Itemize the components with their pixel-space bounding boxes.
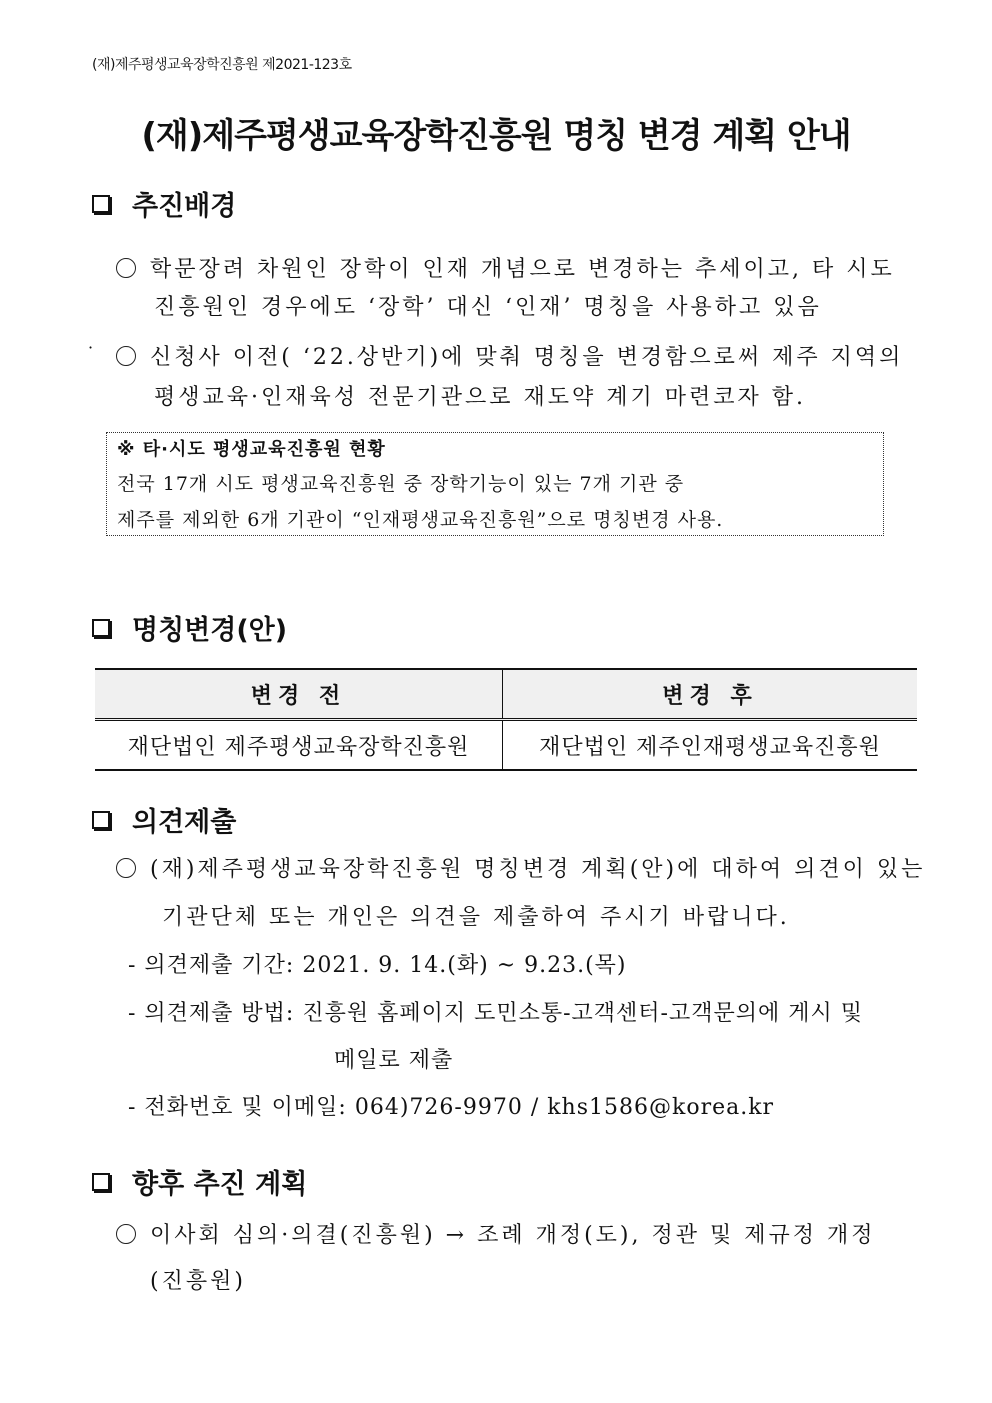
stray-dot: ·: [88, 338, 94, 357]
section-heading-text: 추진배경: [132, 191, 237, 222]
opinion-method-continued: 메일로 제출: [334, 1048, 454, 1073]
bullet-text-continued: 기관단체 또는 개인은 의견을 제출하여 주시기 바랍니다.: [162, 905, 790, 930]
opinion-method: - 의견제출 방법: 진흥원 홈페이지 도민소통-고객센터-고객문의에 게시 및: [128, 1001, 863, 1026]
section-heading-future-plan: [92, 1162, 307, 1201]
reference-box-line: 제주를 제외한 6개 기관이 “인재평생교육진흥원”으로 명칭변경 사용.: [117, 509, 724, 531]
circle-bullet-icon: [116, 258, 136, 278]
header-before: 변경 전: [95, 669, 503, 720]
reference-box-title: ※ 타·시도 평생교육진흥원 현황: [117, 439, 386, 460]
header-after: 변경 후: [503, 669, 918, 720]
bullet-text-continued: 진흥원인 경우에도 ‘장학’ 대신 ‘인재’ 명칭을 사용하고 있음: [154, 295, 822, 320]
circle-bullet-icon: [116, 346, 136, 366]
bullet-text-continued: 평생교육·인재육성 전문기관으로 재도약 계기 마련코자 함.: [154, 385, 807, 410]
checkbox-bullet-icon: [92, 195, 110, 213]
cell-after: 재단법인 제주인재평생교육진흥원: [503, 720, 918, 771]
section-heading-background: [92, 184, 236, 223]
table-row: [95, 720, 917, 771]
bullet-text: 학문장려 차원인 장학이 인재 개념으로 변경하는 추세이고, 타 시도: [150, 257, 895, 282]
bullet-text: (재)제주평생교육장학진흥원 명칭변경 계획(안)에 대하여 의견이 있는: [150, 857, 926, 882]
bullet-text-continued: (진흥원): [150, 1269, 246, 1294]
reference-box: [106, 432, 884, 536]
circle-bullet-icon: [116, 1224, 136, 1244]
section-heading-text: 의견제출: [132, 807, 237, 838]
background-bullet-1: [116, 252, 895, 283]
bullet-text: 이사회 심의·의결(진흥원) → 조례 개정(도), 정관 및 제규정 개정: [150, 1223, 876, 1248]
section-heading-text: 명칭변경(안): [132, 615, 288, 646]
section-heading-text: 향후 추진 계획: [132, 1169, 308, 1200]
checkbox-bullet-icon: [92, 619, 110, 637]
future-plan-bullet: [116, 1218, 876, 1249]
name-change-table: [95, 668, 917, 771]
page-title: (재)제주평생교육장학진흥원 명칭 변경 계획 안내: [141, 116, 851, 156]
cell-before: 재단법인 제주평생교육장학진흥원: [95, 720, 503, 771]
circle-bullet-icon: [116, 858, 136, 878]
checkbox-bullet-icon: [92, 811, 110, 829]
section-heading-opinion: [92, 800, 236, 839]
opinion-contact: - 전화번호 및 이메일: 064)726-9970 / khs1586@korea.kr: [128, 1095, 775, 1120]
bullet-text: 신청사 이전( ‘22.상반기)에 맞춰 명칭을 변경함으로써 제주 지역의: [150, 345, 904, 370]
opinion-bullet: [116, 852, 925, 883]
reference-box-line: 전국 17개 시도 평생교육진흥원 중 장학기능이 있는 7개 기관 중: [117, 473, 685, 495]
table-header-row: [95, 669, 917, 720]
section-heading-name-change: [92, 608, 287, 647]
document-number: (재)제주평생교육장학진흥원 제2021-123호: [92, 57, 352, 73]
checkbox-bullet-icon: [92, 1173, 110, 1191]
background-bullet-2: [116, 340, 903, 371]
opinion-period: - 의견제출 기간: 2021. 9. 14.(화) ~ 9.23.(목): [128, 953, 627, 978]
